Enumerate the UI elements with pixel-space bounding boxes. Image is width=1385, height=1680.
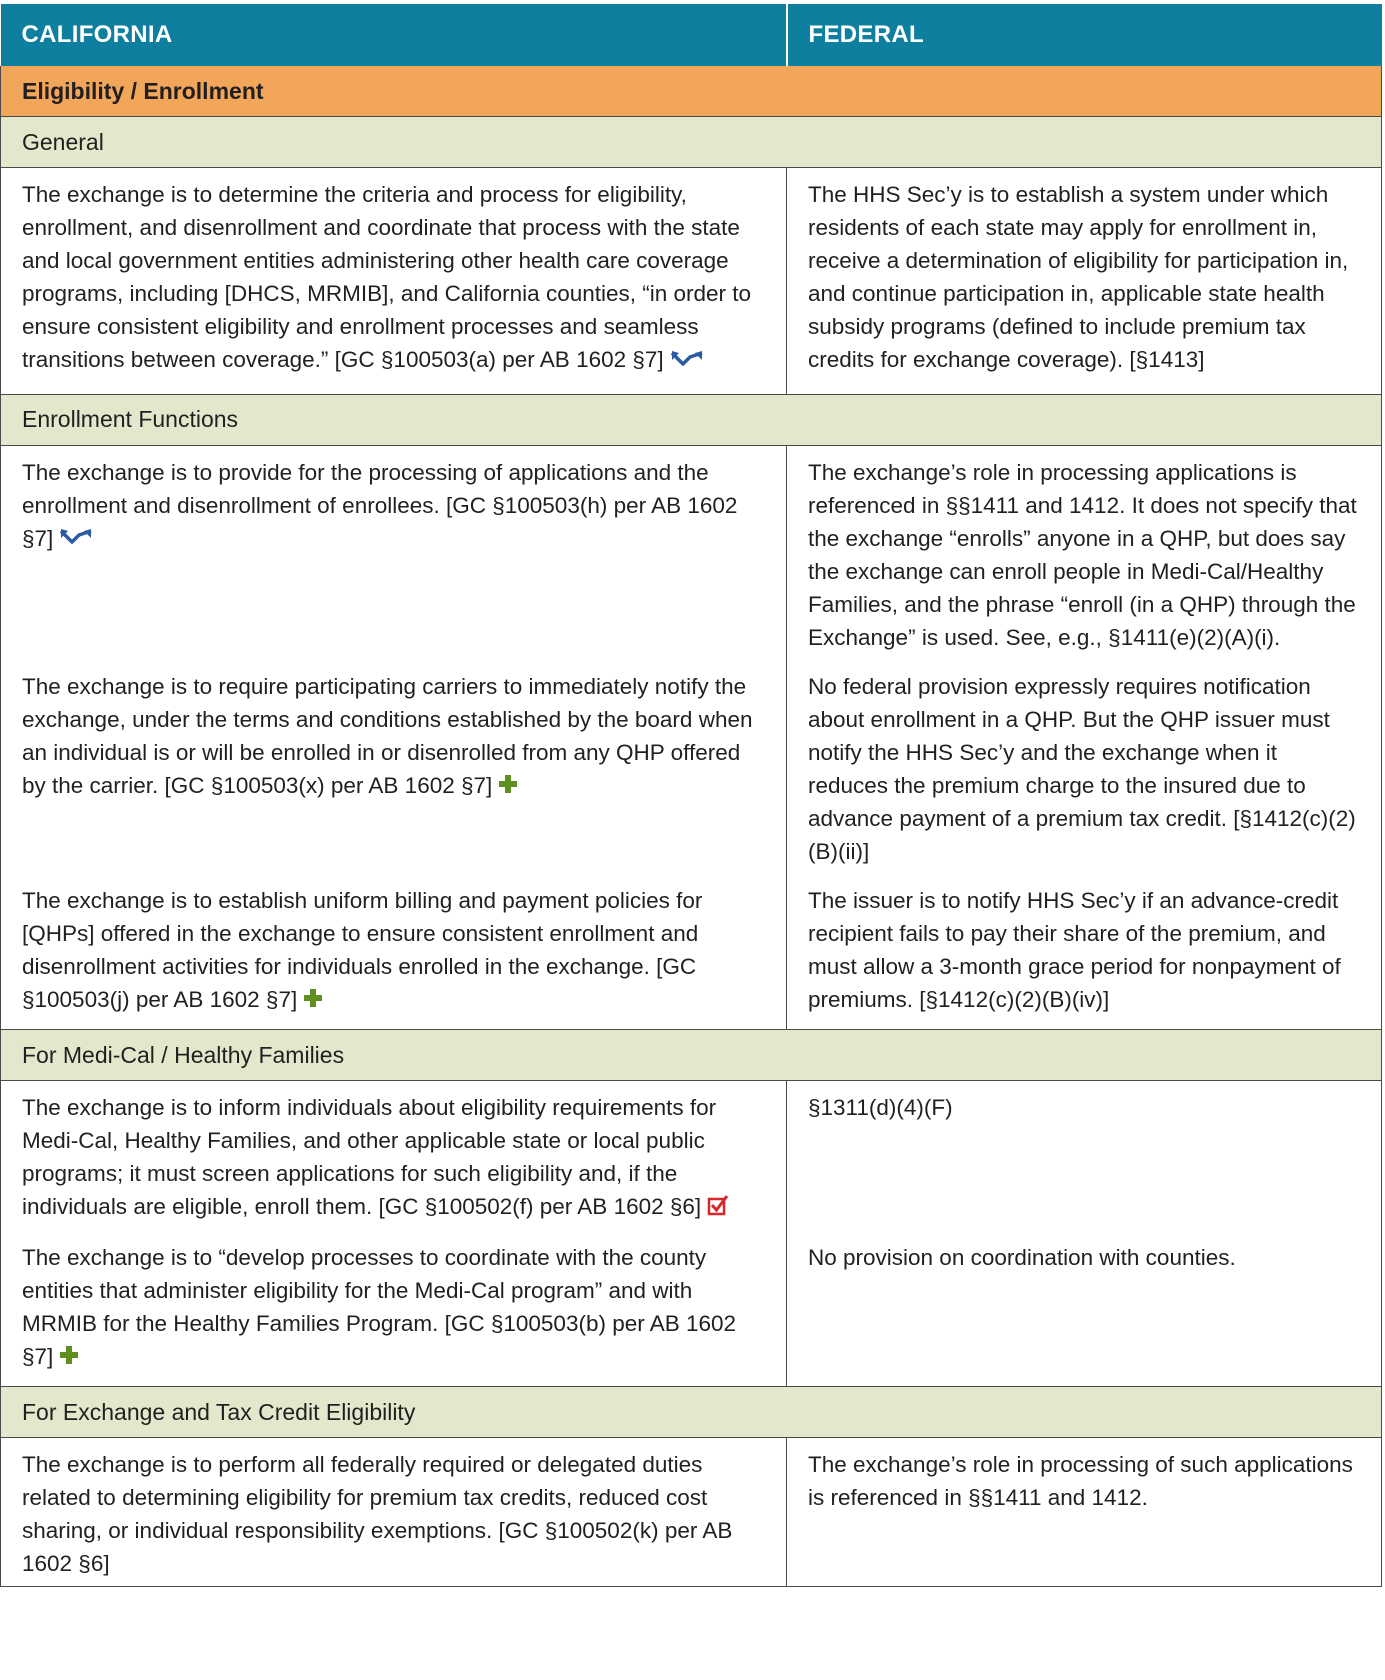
subsection-medi-cal-healthy-families: For Medi-Cal / Healthy Families <box>1 1030 1382 1081</box>
california-text: The exchange is to “develop processes to coordinate with the county entities that administer eligibility for the Medi-Cal program” and with MRMIB for the Healthy Families Program. [GC §100503(b) per AB 1602 §7] <box>22 1244 737 1369</box>
california-column-header: CALIFORNIA <box>1 4 787 66</box>
california-text: The exchange is to require participating carriers to immediately notify the exchange, under the terms and conditions established by the board when an individual is or will be enrolled in or disenrolled from any QHP offered by the carrier. [GC §100503(x) per AB 1602 §7] <box>22 673 753 798</box>
subsection-row <box>1 394 1382 445</box>
subsection-general: General <box>1 117 1382 168</box>
federal-cell: The HHS Sec’y is to establish a system under which residents of each state may apply for enrollment in, receive a determination of eligibility for participation in, and continue participation in, applicable state health subsidy programs (defined to include premium tax credits for exchange coverage). [§1413] <box>787 168 1382 395</box>
bidirectional-arrows-icon <box>59 523 93 556</box>
federal-cell: The exchange’s role in processing of such applications is referenced in §§1411 and 1412. <box>787 1438 1382 1587</box>
comparison-table <box>0 4 1382 1587</box>
california-cell: The exchange is to perform all federally required or delegated duties related to determining eligibility for premium tax credits, reduced cost sharing, or individual responsibility exemptions. [GC §100502(k) per AB 1602 §6] <box>1 1438 787 1587</box>
comparison-document <box>0 4 1381 1587</box>
bidirectional-arrows-icon <box>670 345 704 378</box>
subsection-row <box>1 1387 1382 1438</box>
table-row <box>1 660 1382 874</box>
subsection-enrollment-functions: Enrollment Functions <box>1 394 1382 445</box>
table-header <box>1 4 1382 66</box>
federal-cell: No provision on coordination with counties. <box>787 1231 1382 1387</box>
table-row <box>1 1438 1382 1587</box>
federal-cell: The issuer is to notify HHS Sec’y if an advance-credit recipient fails to pay their share of the premium, and must allow a 3-month grace period for nonpayment of premiums. [§1412(c)(2)(B)(iv)] <box>787 874 1382 1030</box>
california-text: The exchange is to inform individuals about eligibility requirements for Medi-Cal, Healthy Families, and other applicable state or local public programs; it must screen applications for such eligibility and, if the individuals are eligible, enroll them. [GC §100502(f) per AB 1602 §6] <box>22 1095 717 1220</box>
subsection-row <box>1 117 1382 168</box>
california-text: The exchange is to provide for the processing of applications and the enrollment and disenrollment of enrollees. [GC §100503(h) per AB 1602 §7] <box>22 459 738 551</box>
table-row <box>1 874 1382 1030</box>
plus-icon <box>59 1341 79 1374</box>
federal-cell: The exchange’s role in processing applications is referenced in §§1411 and 1412. It does not specify that the exchange “enrolls” anyone in a QHP, but does say the exchange can enroll people in Medi-Cal/Healthy Families, and the phrase “enroll (in a QHP) through the Exchange” is used. See, e.g., §1411(e)(2)(A)(i). <box>787 445 1382 660</box>
federal-cell: §1311(d)(4)(F) <box>787 1081 1382 1231</box>
california-text: The exchange is to establish uniform billing and payment policies for [QHPs] offered in the exchange to ensure consistent enrollment and disenrollment activities for individuals enrolled in the exchange. [GC §100503(j) per AB 1602 §7] <box>22 887 703 1012</box>
california-cell <box>1 1081 787 1231</box>
california-cell <box>1 1231 787 1387</box>
california-text: The exchange is to determine the criteria and process for eligibility, enrollment, and disenrollment and coordinate that process with the state and local government entities administering other health care coverage programs, including [DHCS, MRMIB], and California counties, “in order to ensure consistent eligibility and enrollment processes and seamless transitions between coverage.” [GC §100503(a) per AB 1602 §7] <box>22 182 752 372</box>
california-cell <box>1 168 787 395</box>
table-row <box>1 445 1382 660</box>
plus-icon <box>498 770 518 803</box>
table-row <box>1 1231 1382 1387</box>
section-heading-row <box>1 66 1382 117</box>
table-row <box>1 168 1382 395</box>
subsection-row <box>1 1030 1382 1081</box>
federal-column-header: FEDERAL <box>787 4 1382 66</box>
california-cell <box>1 874 787 1030</box>
table-row <box>1 1081 1382 1231</box>
checkbox-checked-icon <box>707 1192 729 1225</box>
plus-icon <box>303 984 323 1017</box>
section-heading: Eligibility / Enrollment <box>1 66 1382 117</box>
federal-cell: No federal provision expressly requires notification about enrollment in a QHP. But the QHP issuer must notify the HHS Sec’y and the exchange when it reduces the premium charge to the insured due to advance payment of a premium tax credit. [§1412(c)(2)(B)(ii)] <box>787 660 1382 874</box>
california-cell <box>1 660 787 874</box>
subsection-exchange-tax-credit-eligibility: For Exchange and Tax Credit Eligibility <box>1 1387 1382 1438</box>
california-cell <box>1 445 787 660</box>
